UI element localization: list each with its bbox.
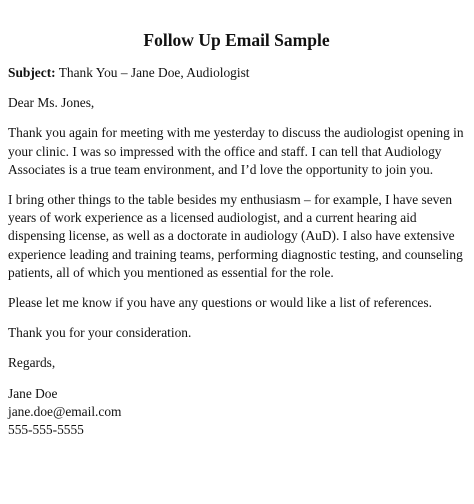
body-paragraph-1: Thank you again for meeting with me yesterday to discuss the audiologist opening in your clinic. I was so impressed with the office and staff. I can tell that Audiology Associates is a true team environment, and I’d love the opportunity to join you. [8, 125, 464, 177]
signature-phone: 555-555-5555 [8, 422, 84, 438]
salutation: Dear Ms. Jones, [8, 95, 95, 111]
subject-line [8, 64, 465, 82]
closing: Regards, [8, 355, 56, 371]
body-paragraph-2: I bring other things to the table besides my enthusiasm – for example, I have seven years of work experience as a licensed audiologist, and a current hearing aid dispensing license, as well as a doctorate in audiology (AuD). I also have extensive experience leading and training teams, performing diagnostic testing, and counseling patients, all of which you mentioned as essential for the role. [8, 192, 463, 280]
body-paragraph-4: Thank you for your consideration. [8, 325, 192, 341]
subject-label: Subject: [8, 65, 56, 80]
signature-name: Jane Doe [8, 385, 58, 401]
body-paragraph-3: Please let me know if you have any questions or would like a list of references. [8, 295, 432, 311]
page-title: Follow Up Email Sample [143, 30, 330, 50]
subject-text: Thank You – Jane Doe, Audiologist [55, 65, 250, 80]
signature-block [8, 385, 465, 440]
signature-email: jane.doe@email.com [8, 403, 122, 419]
